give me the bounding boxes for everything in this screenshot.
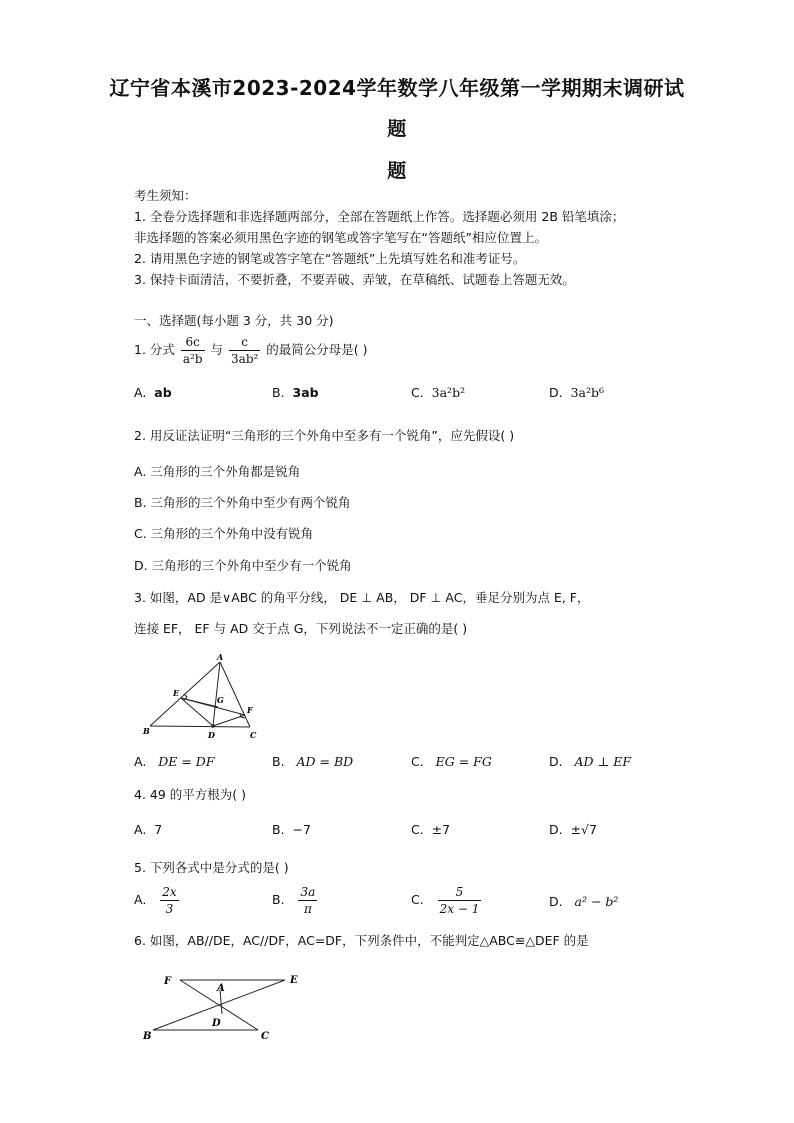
fraction-denominator: 2x − 1: [439, 902, 480, 916]
question-1-option-c[interactable]: [411, 385, 465, 400]
question-4-option-c[interactable]: [411, 822, 450, 837]
question-2-option-c[interactable]: C. 三角形的三个外角中没有锐角: [134, 526, 314, 541]
figure-label-b: B: [143, 726, 150, 736]
question-3-option-c[interactable]: [411, 754, 492, 769]
option-letter: C.: [411, 892, 424, 907]
option-text: ab: [154, 385, 172, 400]
question-1-option-a[interactable]: [134, 385, 172, 400]
question-3-stem-line-2: 连接 EF， EF 与 AD 交于点 G，下列说法不一定正确的是( ): [134, 621, 468, 636]
figure-label-d: D: [212, 1018, 221, 1029]
question-1-suffix: 的最简公分母是( ): [266, 342, 368, 357]
question-2-option-b[interactable]: B. 三角形的三个外角中至少有两个锐角: [134, 495, 351, 510]
option-text: ±7: [431, 822, 451, 837]
fraction-numerator: 3a: [300, 885, 316, 899]
option-letter: D.: [549, 754, 563, 769]
question-2-option-d[interactable]: D. 三角形的三个外角中至少有一个锐角: [134, 558, 352, 573]
question-3-option-b[interactable]: [272, 754, 353, 769]
option-text: AD = BD: [296, 754, 354, 769]
option-letter: C.: [411, 754, 424, 769]
fraction-denominator: 3ab²: [231, 352, 259, 366]
fraction-numerator: 5: [438, 884, 482, 901]
question-4-option-a[interactable]: [134, 822, 162, 837]
question-2-option-a[interactable]: A. 三角形的三个外角都是锐角: [134, 464, 301, 479]
figure-label-f: F: [247, 705, 253, 715]
notice-item-1-continued: 非选择题的答案必须用黑色字迹的钢笔或答字笔写在“答题纸”相应位置上。: [134, 230, 547, 245]
option-letter: A.: [134, 822, 147, 837]
option-text: DE = DF: [158, 754, 215, 769]
question-5-option-a[interactable]: [134, 884, 181, 917]
option-text: AD ⊥ EF: [574, 754, 632, 769]
option-fraction: [160, 884, 178, 917]
option-letter: D.: [549, 822, 563, 837]
figure-label-c: C: [261, 1031, 269, 1042]
question-6-stem: 6. 如图，AB//DE，AC//DF，AC=DF，下列条件中，不能判定△ABC≌△DEF 的是: [134, 933, 589, 948]
question-3-option-d[interactable]: [549, 754, 631, 769]
figure-label-f: F: [164, 976, 172, 987]
question-3-stem-line-1: 3. 如图，AD 是∨ABC 的角平分线， DE ⊥ AB， DF ⊥ AC，垂足分别为点 E, F，: [134, 590, 590, 605]
question-1-fraction-2: [229, 334, 260, 367]
option-letter: A.: [134, 754, 147, 769]
option-text: 3a²b²: [431, 385, 466, 400]
question-2-stem: 2. 用反证法证明“三角形的三个外角中至多有一个锐角”，应先假设( ): [134, 428, 515, 443]
option-letter: D.: [549, 385, 563, 400]
notice-item-2: 2. 请用黑色字迹的钢笔或答字笔在“答题纸”上先填写姓名和准考证号。: [134, 251, 526, 266]
option-text: 7: [154, 822, 163, 837]
option-letter: C.: [411, 822, 424, 837]
exam-title: 辽宁省本溪市2023-2024学年数学八年级第一学期期末调研试: [109, 76, 685, 100]
question-5-option-b[interactable]: [272, 884, 319, 917]
question-1-connector: 与: [210, 342, 224, 357]
option-text: EG = FG: [435, 754, 492, 769]
figure-label-d: D: [208, 730, 215, 740]
fraction-denominator: 3: [165, 902, 174, 916]
question-3-option-a[interactable]: [134, 754, 215, 769]
question-4-option-d[interactable]: [549, 822, 597, 837]
option-letter: B.: [272, 754, 285, 769]
fraction-numerator: 6c: [181, 334, 205, 351]
figure-label-e: E: [290, 975, 298, 986]
figure-label-c: C: [250, 730, 257, 740]
figure-label-a: A: [217, 652, 224, 662]
option-letter: A.: [134, 385, 147, 400]
option-letter: C.: [411, 385, 424, 400]
question-4-stem: 4. 49 的平方根为( ): [134, 787, 247, 802]
question-1-prefix: 1. 分式: [134, 342, 175, 357]
option-text: 3a²b⁶: [570, 385, 604, 400]
exam-title-repeat: 题: [387, 160, 407, 182]
option-fraction: [298, 884, 317, 917]
notice-item-1: 1. 全卷分选择题和非选择题两部分，全部在答题纸上作答。选择题必须用 2B 铅笔填涂；: [134, 209, 625, 224]
question-1-option-b[interactable]: [272, 385, 319, 400]
exam-title-continued: 题: [387, 118, 407, 140]
fraction-numerator: 2x: [162, 885, 177, 899]
option-letter: B.: [272, 385, 285, 400]
question-1-fraction-1: [181, 334, 205, 367]
figure-label-e: E: [173, 688, 180, 698]
fraction-denominator: a²b: [182, 352, 203, 366]
notice-heading: 考生须知：: [134, 188, 197, 203]
option-text: −7: [292, 822, 311, 837]
fraction-denominator: π: [303, 902, 312, 916]
option-letter: B.: [272, 822, 285, 837]
option-letter: D.: [549, 894, 563, 909]
question-1-stem: [134, 334, 368, 367]
question-5-option-d[interactable]: [549, 894, 618, 909]
option-letter: B.: [272, 892, 285, 907]
option-text: ±√7: [570, 822, 597, 837]
question-3-triangle-figure: [140, 652, 265, 742]
figure-label-b: B: [143, 1031, 152, 1042]
option-fraction: [438, 884, 482, 917]
option-text: 3ab: [292, 385, 319, 400]
fraction-numerator: c: [229, 334, 260, 351]
question-1-option-d[interactable]: [549, 385, 604, 400]
question-5-option-c[interactable]: [411, 884, 483, 917]
option-letter: A.: [134, 892, 147, 907]
question-4-option-b[interactable]: [272, 822, 311, 837]
question-5-stem: 5. 下列各式中是分式的是( ): [134, 860, 289, 875]
figure-label-a: A: [217, 983, 225, 994]
section-heading: 一、选择题(每小题 3 分，共 30 分): [134, 313, 334, 328]
figure-label-g: G: [217, 695, 224, 705]
question-6-figure: [140, 968, 310, 1048]
option-text: a² − b²: [574, 894, 619, 909]
notice-item-3: 3. 保持卡面清洁，不要折叠，不要弄破、弄皱，在草稿纸、试题卷上答题无效。: [134, 272, 575, 287]
